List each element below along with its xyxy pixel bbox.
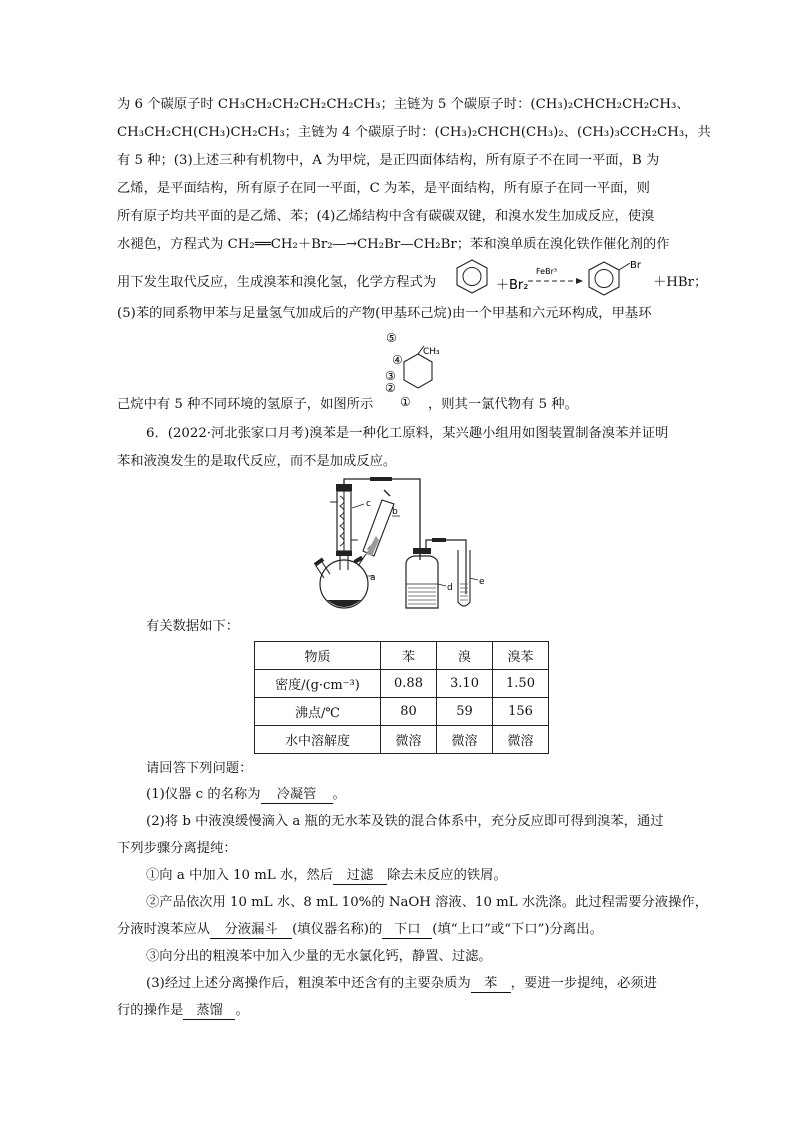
step3-line: ③向分出的粗溴苯中加入少量的无水氯化钙，静置、过滤。: [146, 949, 492, 964]
q3-end: 。: [235, 1003, 249, 1018]
para1-line1: 为 6 个碳原子时 CH₃CH₂CH₂CH₂CH₂CH₃；主链为 5 个碳原子时：(CH₃)₂CHCH₂CH₂CH₃、: [117, 97, 690, 112]
table-cell: 1.50: [493, 670, 549, 698]
q2-line1: (2)将 b 中液溴缓慢滴入 a 瓶的无水苯及铁的混合体系中，充分反应即可得到溴苯，通过: [146, 814, 664, 829]
data-table: [254, 641, 549, 754]
q3-line2: [117, 1002, 249, 1020]
benzene-ring-reactant: [457, 260, 487, 293]
table-cell: 微溶: [493, 726, 549, 754]
table-row: [255, 698, 549, 726]
table-cell: 59: [437, 698, 493, 726]
eq-plus-br2: ＋Br₂: [496, 278, 529, 293]
ring-num-2: ②: [385, 381, 396, 395]
label-e: e: [479, 577, 485, 587]
q3-line1: [146, 975, 657, 993]
para1-line7-text: 用下发生取代反应，生成溴苯和溴化氢，化学方程式为: [117, 275, 437, 290]
table-cell: 沸点/℃: [255, 698, 381, 726]
step2-text-b: (填仪器名称)的: [292, 922, 383, 937]
table-cell: 微溶: [437, 726, 493, 754]
table-header-cell: 溴: [437, 642, 493, 670]
q3-text-c: 行的操作是: [117, 1003, 184, 1018]
table-cell: 156: [493, 698, 549, 726]
ring-num-1: ①: [400, 395, 411, 409]
step2-line2: [117, 921, 603, 939]
para1-line2: CH₃CH₂CH(CH₃)CH₂CH₃；主链为 4 个碳原子时：(CH₃)₂CHCH(CH₃)₂、(CH₃)₃CCH₂CH₃，共: [117, 125, 711, 140]
q3-text-b: ，要进一步提纯，必须进: [510, 976, 657, 991]
eq-plus-hbr: ＋HBr；: [653, 275, 708, 290]
table-header-cell: 苯: [381, 642, 437, 670]
step2-text-a: 分液时溴苯应从: [117, 922, 211, 937]
ring-ch3-label: CH₃: [423, 347, 440, 357]
q6-title-line2: 苯和液溴发生的是取代反应，而不是加成反应。: [117, 454, 397, 469]
para1-line3: 有 5 种；(3)上述三种有机物中，A 为甲烷，是正四面体结构，所有原子不在同一平面，B 为: [117, 153, 660, 168]
apparatus-diagram: [310, 474, 500, 614]
condenser-c: [330, 484, 358, 556]
connecting-tube: [344, 479, 420, 560]
q6-title-line1: 6．(2022·河北张家口月考)溴苯是一种化工原料，某兴趣小组用如图装置制备溴苯并证明: [146, 426, 669, 441]
para1-line6: 水褪色，方程式为 CH₂══CH₂＋Br₂―→CH₂Br—CH₂Br；苯和溴单质在溴化铁作催化剂的作: [117, 237, 670, 252]
para1-line9-b: ，则其一氯代物有 5 种。: [428, 397, 578, 412]
q3-answer1: 苯: [471, 976, 511, 993]
gas-washing-bottle-d: [406, 544, 438, 608]
q2-line2: 下列步骤分离提纯：: [117, 841, 237, 856]
table-cell: 密度/(g·cm⁻³): [255, 670, 381, 698]
test-tube-e: [458, 550, 470, 606]
table-cell: 微溶: [381, 726, 437, 754]
table-cell: 80: [381, 698, 437, 726]
step2-answer1: 分液漏斗: [210, 922, 292, 939]
table-cell: 水中溶解度: [255, 726, 381, 754]
table-intro: 有关数据如下：: [146, 619, 240, 634]
q1-end: 。: [332, 787, 346, 802]
step1-text: ①向 a 中加入 10 mL 水，然后: [146, 868, 334, 883]
q3-text-a: (3)经过上述分离操作后，粗溴苯中还含有的主要杂质为: [146, 976, 471, 991]
step1-line: [146, 867, 507, 885]
table-row: [255, 670, 549, 698]
q3-answer2: 蒸馏: [183, 1003, 235, 1020]
table-cell: 3.10: [437, 670, 493, 698]
q1-line: [146, 786, 346, 804]
para1-line5: 所有原子均共平面的是乙烯、苯；(4)乙烯结构中含有碳碳双键，和溴水发生加成反应，使溴: [117, 209, 655, 224]
step2-text-c: (填“上口”或“下口”)分离出。: [432, 922, 603, 937]
table-header-cell: 物质: [255, 642, 381, 670]
q1-answer: 冷凝管: [261, 787, 333, 804]
para1-line8: (5)苯的同系物甲苯与足量氢气加成后的产物(甲基环己烷)由一个甲基和六元环构成，甲基环: [117, 306, 652, 321]
q1-text: (1)仪器 c 的名称为: [146, 787, 261, 802]
para1-line4: 乙烯，是平面结构，所有原子在同一平面，C 为苯，是平面结构，所有原子在同一平面，则: [117, 181, 650, 196]
ring-num-3: ③: [385, 369, 396, 383]
para1-line9-a: 己烷中有 5 种不同环境的氢原子，如图所示: [117, 397, 374, 412]
ring-num-5: ⑤: [386, 331, 397, 345]
label-b: b: [392, 507, 398, 517]
step1-answer: 过滤: [333, 868, 387, 885]
step2-line1: ②产品依次用 10 mL 水、8 mL 10%的 NaOH 溶液、10 mL 水洗涤。此过程需要分液操作，: [146, 895, 708, 910]
eq-br-substituent: Br: [630, 260, 641, 271]
label-a: a: [370, 573, 376, 583]
eq-catalyst-label: FeBr³: [536, 267, 558, 276]
ask-line: 请回答下列问题：: [146, 761, 253, 776]
table-header-row: [255, 642, 549, 670]
label-c: c: [366, 499, 371, 509]
label-d: d: [447, 583, 453, 593]
table-cell: 0.88: [381, 670, 437, 698]
ring-num-4: ④: [392, 353, 403, 367]
step1-end: 除去未反应的铁屑。: [387, 868, 507, 883]
bromobenzene-ring-product: [589, 262, 630, 295]
table-header-cell: 溴苯: [493, 642, 549, 670]
step2-answer2: 下口: [382, 922, 432, 939]
dropping-funnel-b: [354, 490, 394, 566]
table-row: [255, 726, 549, 754]
